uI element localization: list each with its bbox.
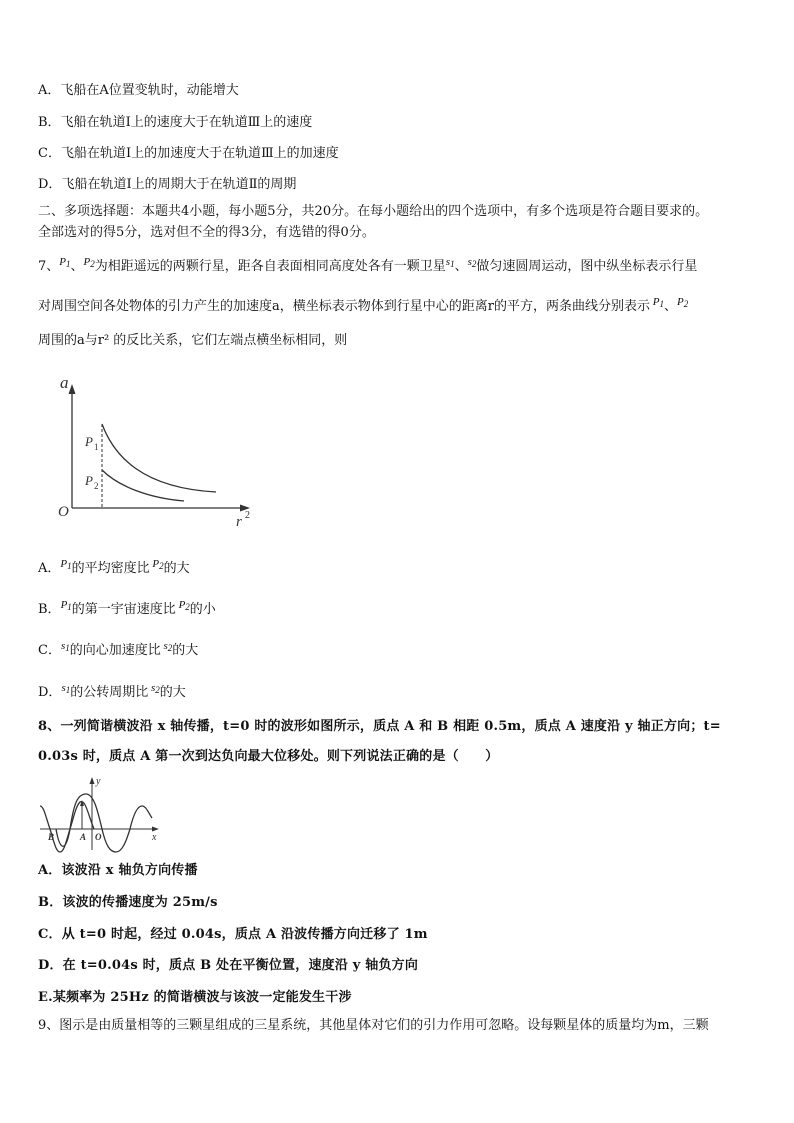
x-axis-label: r	[236, 514, 242, 530]
q8-line2: 0.03s 时，质点 A 第一次到达负向最大位移处。则下列说法正确的是（ ）	[38, 749, 499, 764]
section2-line2: 全部选对的得5分，选对但不全的得3分，有选错的得0分。	[38, 225, 375, 240]
q8-option-b: B．该波的传播速度为 25m/s	[38, 895, 218, 910]
q8-option-d: D．在 t=0.04s 时，质点 B 处在平衡位置，速度沿 y 轴负方向	[38, 958, 419, 973]
q6-option-d: D．飞船在轨道Ⅰ上的周期大于在轨道Ⅱ的周期	[38, 177, 297, 192]
q6-option-c: C．飞船在轨道Ⅰ上的加速度大于在轨道Ⅲ上的加速度	[38, 146, 339, 161]
x-axis-exponent: 2	[245, 510, 250, 521]
section2-line1: 二、多项选择题：本题共4小题，每小题5分，共20分。在每小题给出的四个选项中，有多个选项是符合题目要求的。	[38, 204, 709, 219]
q8-option-a: A．该波沿 x 轴负方向传播	[38, 863, 198, 878]
point-b-label: B	[48, 832, 55, 842]
x-axis-label: x	[152, 832, 157, 843]
origin-label: O	[95, 832, 102, 842]
q8-option-c: C．从 t=0 时起，经过 0.04s，质点 A 沿波传播方向迁移了 1m	[38, 927, 428, 942]
q9-line1: 9、图示是由质量相等的三颗星组成的三星系统，其他星体对它们的引力作用可忽略。设每颗星体的质量均为m，三颗	[38, 1018, 709, 1033]
point-a-label: A	[80, 832, 87, 842]
q7-option-d: D．$^{s_1}$的公转周期比 $^{s_2}$的大	[38, 682, 186, 700]
curve-p1	[102, 424, 216, 492]
q8-line1: 8、一列简谐横波沿 x 轴传播，t=0 时的波形如图所示，质点 A 和 B 相距 0.5m，质点 A 速度沿 y 轴正方向；t=	[38, 719, 721, 734]
origin-label: O	[58, 504, 69, 520]
wave-left	[40, 802, 94, 852]
q8-option-e: E.某频率为 25Hz 的简谐横波与该波一定能发生干涉	[38, 990, 352, 1005]
curve-p1-subscript: 1	[94, 442, 99, 452]
q7-option-a: A．$^{P_1}$的平均密度比 $^{P_2}$的大	[38, 558, 190, 576]
q7-option-b: B．$^{P_1}$的第一宇宙速度比 $^{P_2}$的小	[38, 599, 216, 617]
q8-wave-graph	[36, 772, 166, 854]
q6-option-a: A．飞船在A位置变轨时，动能增大	[38, 83, 239, 98]
y-axis-arrow	[90, 777, 95, 784]
q7-line2: 对周围空间各处物体的引力产生的加速度a，横坐标表示物体到行星中心的距离r的平方，两条曲线分别表示 $^{P_1}$、$^{P_2}$	[38, 296, 689, 314]
q7-line1: 7、$^{P_1}$、$^{P_2}$为相距遥远的两颗行星，距各自表面相同高度处各有一颗卫星$^{s_1}$、$^{s_2}$做匀速圆周运动，图中纵坐标表示行星	[38, 256, 698, 274]
y-axis-arrow	[69, 384, 76, 394]
q7-option-c: C．$^{s_1}$的向心加速度比 $^{s_2}$的大	[38, 640, 199, 658]
q7-graph	[52, 374, 262, 530]
q6-option-b: B．飞船在轨道Ⅰ上的速度大于在轨道Ⅲ上的速度	[38, 115, 313, 130]
y-axis-label: y	[96, 776, 101, 787]
y-axis-label: a	[60, 374, 69, 392]
curve-p1-label: P	[85, 434, 93, 449]
curve-p2-label: P	[85, 473, 93, 488]
x-axis-arrow	[152, 827, 159, 832]
waveform	[56, 794, 152, 852]
curve-p2-subscript: 2	[94, 481, 99, 491]
q7-line3: 周围的a与r² 的反比关系，它们左端点横坐标相同，则	[38, 333, 348, 348]
